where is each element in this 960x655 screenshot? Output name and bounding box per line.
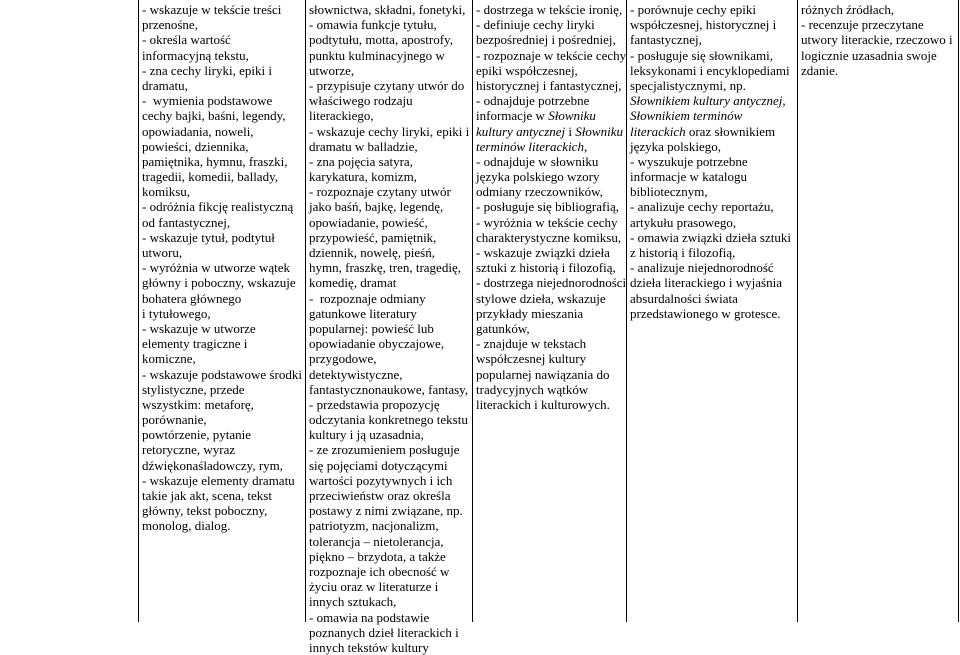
- criteria-line-text: - wskazuje podstawowe środki: [142, 366, 302, 382]
- criteria-line: [476, 397, 624, 412]
- criteria-line-text: wartości pozytywnych i ich: [309, 472, 453, 488]
- criteria-line-text: komiksu,: [142, 184, 191, 200]
- criteria-line-text: różnych źródłach,: [801, 2, 895, 17]
- criteria-line: [309, 442, 469, 457]
- criteria-line: [476, 169, 624, 184]
- criteria-line-text: przenośne,: [142, 17, 198, 33]
- criteria-line-text: utworu,: [142, 245, 183, 260]
- criteria-line-text: stylowe dzieła, wskazuje: [476, 290, 606, 306]
- criteria-line-text: absurdalności świata: [630, 290, 738, 306]
- criteria-line-text: punktu kulminacyjnego w: [309, 47, 445, 63]
- criteria-line-text: piękno – brzydota, a także: [309, 548, 446, 564]
- criteria-line-text: - wskazuje tytuł, podtytuł: [142, 229, 275, 245]
- criteria-line-text: - określa wartość: [142, 32, 231, 48]
- criteria-column-5: [801, 2, 956, 620]
- criteria-line: [309, 291, 469, 306]
- criteria-line: [142, 458, 302, 473]
- criteria-line-text: jako baśń, bajkę, legendę,: [309, 199, 444, 215]
- criteria-line-text: współczesnej, historycznej i: [630, 17, 777, 33]
- criteria-line-text: słownictwa, składni, fonetyki,: [309, 2, 466, 17]
- criteria-line-text: leksykonami i encyklopediami: [630, 62, 790, 78]
- criteria-line: [801, 17, 956, 32]
- criteria-line: [476, 78, 624, 93]
- criteria-line: [801, 63, 956, 78]
- criteria-line: [309, 518, 469, 533]
- criteria-line: [476, 47, 627, 63]
- criteria-line-text: opowiadanie, powieść,: [309, 214, 428, 230]
- criteria-line: [309, 625, 469, 640]
- criteria-line-text: życiu oraz w literaturze i: [309, 579, 439, 595]
- criteria-line-text: opowiadania, noweli,: [142, 123, 254, 139]
- criteria-line-text: - wyszukuje potrzebne: [630, 153, 748, 169]
- criteria-line-italic: Słownikiem terminów: [630, 108, 743, 124]
- criteria-line-text: dźwiękonaśladowczy, rym,: [142, 457, 284, 473]
- criteria-line: [309, 640, 469, 655]
- criteria-line-text: współczesnej kultury: [476, 351, 587, 367]
- criteria-line: [309, 245, 469, 260]
- criteria-line: [142, 518, 302, 533]
- criteria-line-text: z historią i filozofią,: [630, 245, 736, 260]
- criteria-line-text: języka polskiego,: [630, 138, 721, 154]
- criteria-line-italic: Słowniku: [548, 108, 596, 124]
- criteria-line: [630, 108, 795, 123]
- criteria-line-text: bohatera głównego: [142, 290, 242, 306]
- criteria-line-text: - wyróżnia w utworze wątek: [142, 260, 290, 276]
- criteria-line: [142, 473, 302, 488]
- criteria-line: [142, 63, 302, 78]
- criteria-line-text: i: [565, 123, 576, 139]
- criteria-line-text: - odnajduje potrzebne: [476, 93, 590, 109]
- criteria-line-text: - wskazuje w utworze: [142, 320, 256, 336]
- criteria-line: [630, 32, 795, 47]
- criteria-line: [630, 245, 795, 260]
- criteria-line: [142, 321, 302, 336]
- criteria-line: [630, 78, 795, 93]
- criteria-line-text: - analizuje niejednorodność: [630, 260, 774, 276]
- criteria-line-text: gatunkowe literatury: [309, 305, 417, 321]
- criteria-line: [309, 32, 469, 47]
- criteria-line-text: i tytułowego,: [142, 305, 211, 321]
- criteria-line-text: literackiego,: [309, 108, 374, 124]
- criteria-line: [630, 124, 795, 139]
- criteria-line-text: przypowieść, pamiętnik,: [309, 229, 437, 245]
- criteria-line-text: - omawia na podstawie: [309, 609, 430, 625]
- criteria-line-text: przeciwieństw oraz określa: [309, 488, 451, 503]
- criteria-column-4: [630, 2, 795, 620]
- criteria-line: [142, 245, 302, 260]
- criteria-line: [309, 17, 469, 32]
- criteria-line-text: tragedii, komedii, ballady,: [142, 169, 278, 185]
- criteria-line-text: stylistyczne, przede: [142, 381, 245, 397]
- criteria-line-text: dziennik, nowelę, pieśń,: [309, 245, 435, 260]
- criteria-line: [142, 48, 302, 63]
- criteria-line: [476, 199, 624, 214]
- criteria-line: [142, 32, 302, 47]
- criteria-line: [309, 48, 469, 63]
- criteria-line: [309, 427, 469, 442]
- criteria-line: [309, 549, 469, 564]
- criteria-line: [630, 139, 795, 154]
- criteria-line-text: - wskazuje elementy dramatu: [142, 472, 295, 488]
- criteria-line: [801, 2, 956, 17]
- criteria-line-text: poznanych dzieł literackich i: [309, 624, 459, 640]
- criteria-line-text: - recenzuje przeczytane: [801, 17, 924, 33]
- criteria-line: [630, 230, 795, 245]
- criteria-line: [309, 230, 469, 245]
- criteria-line: [476, 321, 624, 336]
- criteria-line: [476, 275, 627, 291]
- criteria-line: [142, 215, 302, 230]
- criteria-line: [309, 382, 469, 397]
- criteria-line-text: dzieła literackiego i wyjaśnia: [630, 275, 782, 291]
- criteria-line: [309, 2, 469, 17]
- criteria-line: [142, 124, 302, 139]
- criteria-line-text: - dostrzega niejednorodności: [476, 275, 627, 291]
- criteria-line: [142, 260, 302, 275]
- criteria-line: [142, 397, 302, 412]
- criteria-line: [142, 93, 302, 108]
- criteria-line: [476, 230, 624, 245]
- criteria-line-text: główny i poboczny, wskazuje: [142, 275, 296, 291]
- criteria-line: [801, 32, 956, 47]
- criteria-line-text: bezpośredniej i pośredniej,: [476, 32, 616, 48]
- criteria-line: [142, 184, 302, 199]
- criteria-line-text: - rozpoznaje odmiany: [309, 290, 426, 306]
- criteria-column-1: [142, 2, 302, 620]
- criteria-line: [142, 154, 302, 169]
- criteria-line: [309, 594, 469, 609]
- criteria-line-italic: Słowniku: [575, 123, 623, 139]
- criteria-line: [142, 78, 302, 93]
- criteria-line: [309, 488, 469, 503]
- criteria-line-italic: terminów literackich: [476, 138, 584, 154]
- criteria-line-text: informacje w: [476, 108, 549, 124]
- table-left-border: [138, 0, 139, 622]
- criteria-line: [142, 367, 302, 382]
- criteria-line: [142, 169, 302, 184]
- criteria-line-text: opowiadanie obyczajowe,: [309, 336, 445, 352]
- criteria-line-text: się pojęciami dotyczącymi: [309, 457, 448, 473]
- criteria-line: [630, 199, 795, 214]
- criteria-line: [142, 275, 302, 290]
- criteria-line-text: hymn, fraszkę, tren, tragedię,: [309, 260, 461, 276]
- criteria-line: [142, 442, 302, 457]
- criteria-line: [476, 336, 624, 351]
- criteria-line: [476, 17, 624, 32]
- criteria-line: [309, 199, 469, 214]
- criteria-line: [142, 306, 302, 321]
- criteria-line: [309, 124, 469, 139]
- criteria-line-text: - odnajduje w słowniku: [476, 153, 599, 169]
- criteria-line-text: - omawia związki dzieła sztuki: [630, 229, 791, 245]
- criteria-line: [476, 32, 624, 47]
- criteria-line: [630, 63, 795, 78]
- criteria-line-text: kultury i ją uzasadnia,: [309, 427, 424, 443]
- criteria-line-text: główny, tekst poboczny,: [142, 503, 268, 519]
- criteria-line: [309, 503, 469, 518]
- column-divider-2: [472, 0, 473, 622]
- criteria-line-text: powieści, dziennika,: [142, 138, 249, 154]
- criteria-line-text: - przypisuje czytany utwór do: [309, 77, 465, 93]
- criteria-line: [309, 473, 469, 488]
- criteria-line-text: dramatu,: [142, 77, 188, 93]
- criteria-line: [142, 382, 302, 397]
- criteria-line: [630, 275, 795, 290]
- criteria-line: [142, 17, 302, 32]
- criteria-line: [476, 367, 624, 382]
- criteria-line-text: gatunków,: [476, 320, 530, 336]
- criteria-line-text: logicznie uzasadnia swoje: [801, 47, 937, 63]
- criteria-line-text: - omawia funkcje tytułu,: [309, 17, 437, 33]
- criteria-line-text: utwory literackie, rzeczowo i: [801, 32, 953, 48]
- criteria-line-text: retoryczne, wyraz: [142, 442, 236, 458]
- criteria-line: [142, 291, 302, 306]
- criteria-line-text: tradycyjnych wątków: [476, 381, 589, 397]
- criteria-line-text: dramatu w balladzie,: [309, 138, 418, 154]
- criteria-line-text: komiczne,: [142, 351, 196, 367]
- criteria-line: [142, 336, 302, 351]
- criteria-line-text: historycznej i fantastycznej,: [476, 77, 622, 93]
- criteria-line-text: przygodowe,: [309, 351, 377, 367]
- criteria-line: [476, 291, 624, 306]
- criteria-line: [476, 139, 624, 154]
- criteria-line-text: informacje w katalogu: [630, 169, 747, 185]
- criteria-line-text: powtórzenie, pytanie: [142, 427, 252, 443]
- criteria-line: [309, 215, 469, 230]
- criteria-line-text: bibliotecznym,: [630, 184, 708, 200]
- criteria-line: [142, 351, 302, 366]
- criteria-line: [142, 199, 302, 214]
- criteria-line-text: - wyróżnia w tekście cechy: [476, 214, 618, 230]
- criteria-line: [476, 382, 624, 397]
- criteria-line-text: komedię, dramat: [309, 275, 397, 291]
- criteria-line: [309, 534, 469, 549]
- criteria-line: [309, 169, 469, 184]
- criteria-line: [309, 306, 469, 321]
- criteria-line-text: utworze,: [309, 62, 355, 78]
- criteria-line-text: - rozpoznaje w tekście cechy: [476, 47, 627, 63]
- criteria-line-text: - wskazuje w tekście treści: [142, 2, 282, 17]
- table-right-border: [958, 0, 959, 622]
- criteria-line: [630, 169, 795, 184]
- criteria-line-text: przedstawionego w grotesce.: [630, 305, 781, 321]
- criteria-line-text: podtytułu, motta, apostrofy,: [309, 32, 453, 48]
- criteria-line-text: rozpoznaje ich obecność w: [309, 563, 450, 579]
- criteria-line: [309, 412, 469, 427]
- criteria-line-text: od fantastycznej,: [142, 214, 231, 230]
- criteria-line: [630, 306, 795, 321]
- criteria-line-text: karykatura, komizm,: [309, 169, 417, 185]
- criteria-line-text: pamiętnika, hymnu, fraszki,: [142, 153, 288, 169]
- criteria-line-text: charakterystyczne komiksu,: [476, 229, 622, 245]
- criteria-line-text: fantastycznonaukowe, fantasy,: [309, 381, 469, 397]
- criteria-line: [476, 93, 624, 108]
- criteria-line-text: popularnej: powieść lub: [309, 320, 434, 336]
- criteria-line-text: informacyjną tekstu,: [142, 47, 249, 63]
- criteria-line-text: popularnej nawiązania do: [476, 366, 610, 382]
- criteria-line-text: zdanie.: [801, 62, 839, 78]
- criteria-line: [630, 93, 795, 108]
- criteria-line: [476, 124, 624, 139]
- criteria-line: [309, 458, 469, 473]
- criteria-line: [309, 184, 469, 199]
- criteria-line-text: fantastycznej,: [630, 32, 702, 48]
- criteria-line: [309, 139, 469, 154]
- criteria-line: [309, 610, 469, 625]
- criteria-line: [630, 154, 795, 169]
- criteria-line-text: - zna pojęcia satyra,: [309, 153, 413, 169]
- criteria-line: [309, 351, 469, 366]
- criteria-line: [309, 108, 469, 123]
- criteria-line: [142, 427, 302, 442]
- criteria-line: [801, 48, 956, 63]
- criteria-line: [309, 260, 469, 275]
- criteria-line: [630, 184, 795, 199]
- criteria-line: [309, 78, 469, 93]
- criteria-line: [630, 2, 795, 17]
- criteria-line-text: odczytania konkretnego tekstu: [309, 412, 468, 428]
- criteria-line: [309, 564, 469, 579]
- criteria-line-italic: Słownikiem kultury antycznej,: [630, 93, 786, 109]
- criteria-line-text: specjalistycznymi, np.: [630, 77, 746, 93]
- criteria-line-text: tolerancja – nietolerancja,: [309, 533, 444, 549]
- criteria-line-text: - rozpoznaje czytany utwór: [309, 184, 451, 200]
- criteria-line: [476, 215, 624, 230]
- criteria-line: [142, 503, 302, 518]
- criteria-line: [309, 579, 469, 594]
- criteria-line: [476, 260, 624, 275]
- criteria-line: [142, 412, 302, 427]
- criteria-line: [309, 154, 469, 169]
- criteria-line: [476, 351, 624, 366]
- criteria-line: [309, 367, 469, 382]
- criteria-line-text: - odróżnia fikcję realistyczną: [142, 199, 294, 215]
- criteria-line: [476, 245, 624, 260]
- criteria-line-text: detektywistyczne,: [309, 366, 403, 382]
- criteria-line: [309, 336, 469, 351]
- criteria-line: [630, 291, 795, 306]
- criteria-line-text: patriotyzm, nacjonalizm,: [309, 518, 439, 534]
- criteria-line: [309, 321, 469, 336]
- criteria-line: [309, 275, 469, 290]
- criteria-line-italic: literackich: [630, 123, 686, 139]
- criteria-line-text: ,: [583, 138, 588, 154]
- criteria-line: [309, 63, 469, 78]
- criteria-line-text: - posługuje się bibliografią,: [476, 199, 619, 215]
- criteria-column-2: [309, 2, 470, 655]
- criteria-line-text: - zna cechy liryki, epiki i: [142, 62, 272, 78]
- criteria-line: [630, 260, 795, 275]
- criteria-line-text: postawy z nimi związane, np.: [309, 503, 463, 519]
- criteria-line-text: oraz słownikiem: [685, 123, 776, 139]
- criteria-line-text: odmiany rzeczowników,: [476, 184, 603, 200]
- criteria-line-text: - znajduje w tekstach: [476, 336, 587, 352]
- column-divider-3: [626, 0, 627, 622]
- criteria-line-text: przykłady mieszania: [476, 305, 584, 321]
- criteria-line-text: wszystkim: metaforę,: [142, 396, 254, 412]
- criteria-line-text: monolog, dialog.: [142, 518, 231, 534]
- column-divider-4: [797, 0, 798, 622]
- criteria-line-text: takie jak akt, scena, tekst: [142, 488, 272, 503]
- criteria-line-text: cechy bajki, baśni, legendy,: [142, 108, 286, 124]
- criteria-line-text: innych tekstów kultury: [309, 639, 429, 655]
- criteria-line: [476, 108, 624, 123]
- criteria-line-text: elementy tragiczne i: [142, 336, 248, 352]
- criteria-line-text: - wskazuje związki dzieła: [476, 245, 610, 260]
- criteria-line-text: - wskazuje cechy liryki, epiki i: [309, 123, 470, 139]
- criteria-line: [476, 306, 624, 321]
- criteria-line-text: - przedstawia propozycję: [309, 396, 440, 412]
- criteria-line-text: artykułu prasowego,: [630, 214, 737, 230]
- criteria-line-text: literackich i kulturowych.: [476, 396, 610, 412]
- criteria-line: [630, 17, 795, 32]
- criteria-line: [309, 397, 469, 412]
- criteria-line-text: - analizuje cechy reportażu,: [630, 199, 774, 215]
- criteria-line-text: - dostrzega w tekście ironię,: [476, 2, 623, 17]
- criteria-line: [476, 184, 624, 199]
- criteria-line-italic: kultury antycznej: [476, 123, 566, 139]
- criteria-line-text: - posługuje się słownikami,: [630, 47, 773, 63]
- column-divider-1: [305, 0, 306, 622]
- criteria-line-text: - wymienia podstawowe: [142, 93, 273, 109]
- criteria-line: [630, 215, 795, 230]
- criteria-line-text: - porównuje cechy epiki: [630, 2, 756, 17]
- criteria-line-text: porównanie,: [142, 412, 207, 428]
- criteria-line: [476, 2, 624, 17]
- criteria-line-text: - definiuje cechy liryki: [476, 17, 595, 33]
- criteria-line: [476, 154, 624, 169]
- criteria-line: [630, 48, 795, 63]
- criteria-line-text: języka polskiego wzory: [476, 169, 600, 185]
- criteria-line: [142, 230, 302, 245]
- criteria-line-text: innych sztukach,: [309, 594, 397, 610]
- criteria-line: [142, 139, 302, 154]
- criteria-line: [142, 488, 302, 503]
- criteria-column-3: [476, 2, 627, 620]
- criteria-line-text: właściwego rodzaju: [309, 93, 413, 109]
- criteria-line: [309, 93, 469, 108]
- criteria-line-text: epiki współczesnej,: [476, 62, 578, 78]
- criteria-line-text: - ze zrozumieniem posługuje: [309, 442, 460, 458]
- criteria-line: [142, 108, 302, 123]
- criteria-line: [142, 2, 302, 17]
- criteria-line-text: sztuki z historią i filozofią,: [476, 260, 616, 276]
- criteria-line: [476, 63, 624, 78]
